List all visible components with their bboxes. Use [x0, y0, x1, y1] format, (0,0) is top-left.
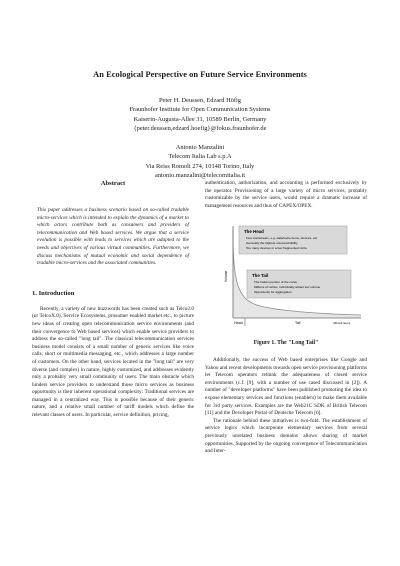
author-block-telecom-italia [0, 143, 400, 180]
x-axis-label-head: Head [234, 321, 243, 325]
body-paragraph: The rationale behind these initiatives is two-fold. The establishment of service logics which incorporate elementary services from several previously unrelated business domains allows sharing of market opportunities. Supported by the ongoing convergence of Telecommunication and Inter- [205, 417, 367, 455]
figure-caption: Figure 1. The "Long Tail" [253, 340, 319, 346]
author-names: Antonio Manzalini [175, 144, 225, 151]
head-bullet: Generally the highest volume/visibility [246, 241, 298, 245]
head-bullet: Too many devices in a few fragmented niche [246, 246, 308, 250]
introduction-heading: 1. Introduction [32, 289, 75, 297]
author-email: {peter.deussen,edzard.hoefig}@fokus.fraunhofer.de [133, 124, 267, 132]
abstract-heading: Abstract [100, 180, 126, 187]
x-axis-label-tail: Tail [295, 321, 301, 325]
abstract-text: This paper addresses a business scenario based on so-called tradable micro-services which is intended to explain the dynamics of a market to which actors contribute both as consumers and providers of telecommunication and Web based services. We argue that a service evolution is possible with leads to services which are adapted to the needs and objectives of various virtual communities. Furthermore, we discuss mechanisms of mutual economic and social dependence of tradable micro-services and the associated communities. [37, 207, 189, 267]
right-column-body [205, 357, 367, 456]
left-column [32, 180, 194, 420]
tail-title: The Tail [252, 273, 269, 278]
x-axis-note: offered items [333, 321, 351, 325]
long-tail-figure [215, 222, 363, 327]
paper-title: An Ecological Perspective on Future Service Environments [93, 70, 307, 79]
introduction-paragraph: Recently, a variety of new buzzwords has been created such as Telco2.0 (or TelcoX.0), Service Ecosystems, prosumer enabled market etc., to picture new ideas of creating open telecommunication service environments (and their convergence to Web based services) which enable service providers to address the so-called "long tail". The classical telecommunication services business model consists of a small number of generic services like voice calls, short or multimedia messaging, etc., which addresses a large number of customers. On the other hand, services located in the "long tail" are very diverse (and complex) in nature, highly customized, and addresses evidently only a probably very small community of users. The main obstacle which hinders service providers to understand those micro services as business opportunity is their inherent operational complexity: Traditional services are managed in a centralized way. This is possible because of their generic nature, and a relative small number of tariff models which define the relevant classes of users. In particular, service definition, pricing, [32, 305, 194, 419]
author-address: Via Reiss Romoli 274, 10148 Torino, Italy [145, 162, 255, 170]
author-affiliation: Telecom Italia Lab s.p.A [168, 153, 232, 161]
right-column-top [205, 180, 367, 210]
head-title: The Head [244, 229, 264, 234]
body-paragraph: Additionally, the success of Web based enterprises like Google and Yahoo and recent developments towards open service provisioning platforms let Telecom operators rethink the adequateness of closed service environments (c.f. [9], with a number of use cased discussed in [2]). A number of "developer platforms" have been published promoting the idea to expose elementary services and functions (enablers) to make them available for 3rd party services. Examples are the Web21C SDK of British Telecom [11] and the Developer Portal of Deutsche Telecom [6]. [205, 357, 367, 417]
author-email: antonio.manzalini@telecomitalia.it [155, 171, 245, 179]
right-column-paragraph: authentication, authorization, and accounting is performed exclusively by the operator. Provisioning of a large variety of micro services, probably customizable by the service users, would require a dramatic increase of management resources and thus of CAPEX/OPEX. [205, 180, 367, 209]
tail-bullet: Millions of niches, individually attract low volume [254, 285, 321, 289]
author-address: Kaiserin-Augusta-Allee 31, 10589 Berlin, Germany [133, 115, 267, 123]
y-axis-label: Volume [224, 270, 228, 282]
long-tail-diagram [215, 222, 363, 327]
tail-bullet: The bottom portion of the curve [254, 280, 297, 284]
head-bullet: Few mainstream, e.g. data/voice items, devices, etc. [246, 236, 318, 240]
author-affiliation: Fraunhofer Institute for Open Communication Systems [129, 106, 271, 114]
author-block-fraunhofer [0, 96, 400, 133]
tail-bullet: Opportunity for aggregation [254, 290, 292, 294]
author-names: Peter H. Deussen, Edzard Höfig [159, 97, 241, 104]
